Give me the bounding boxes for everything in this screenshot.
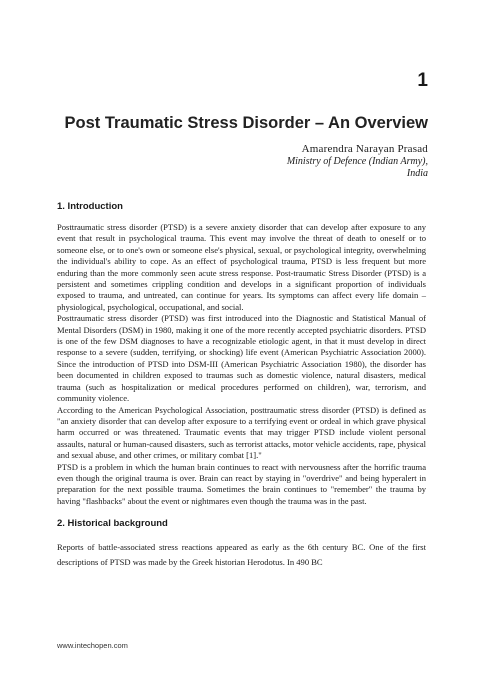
- author-name: Amarendra Narayan Prasad: [301, 143, 428, 155]
- author-affiliation: Ministry of Defence (Indian Army),: [286, 155, 428, 167]
- intro-paragraph-3: According to the American Psychological Association, posttraumatic stress disorder (PTSD) is defined as "an anxiety disorder that can develop after exposure to a terrifying event or ordeal in which grave physical harm occurred or was threatened. Traumatic events that may trigger PTSD include violent personal assaults, natural or human-caused disasters, such as terrorist attacks, motor vehicle accidents, rape, physical and sexual abuse, and other crimes, or military combat [1].": [57, 404, 426, 461]
- chapter-number: 1: [417, 70, 428, 91]
- footer-url: www.intechopen.com: [57, 641, 128, 650]
- intro-paragraph-4: PTSD is a problem in which the human brain continues to react with nervousness after the horrific trauma even though the original trauma is over. Brain can react by staying in "overdrive" and being hyperalert in preparation for the next possible trauma. Sometimes the brain continues to "remember" the trauma by having "flashbacks" about the event or nightmares even though the trauma was in the past.: [57, 461, 426, 506]
- intro-paragraph-2: Posttraumatic stress disorder (PTSD) was first introduced into the Diagnostic and Statistical Manual of Mental Disorders (DSM) in 1980, making it one of the more recently accepted psychiatric disorders. PTSD is one of the few DSM diagnoses to have a recognizable etiologic agent, in that it must develop in direct response to a severe (sudden, terrifying, or shocking) life event (American Psychiatric Association 2000). Since the introduction of PTSD into DSM-III (American Psychiatric Association 1980), the disorder has been documented in children exposed to traumas such as domestic violence, natural disasters, medical trauma (such as hospitalization or medical procedures performed on children), war, terrorism, and community violence.: [57, 313, 426, 404]
- section-heading-introduction: 1. Introduction: [57, 201, 123, 212]
- intro-paragraph-1: Posttraumatic stress disorder (PTSD) is a severe anxiety disorder that can develop after exposure to any event that result in psychological trauma. This event may involve the threat of death to oneself or to someone else, or to one's own or someone else's physical, sexual, or psychological integrity, overwhelming the individual's ability to cope. As an effect of psychological trauma, PTSD is less frequent but more enduring than the more commonly seen acute stress response. Post-traumatic Stress Disorder (PTSD) is a persistent and sometimes crippling condition and develops in a significant proportion of individuals exposed to trauma, and untreated, can continue for years. Its symptoms can affect every life domain – physiological, psychological, occupational, and social.: [57, 222, 426, 312]
- section-heading-historical-background: 2. Historical background: [57, 518, 168, 530]
- chapter-title: Post Traumatic Stress Disorder – An Overview: [64, 114, 428, 132]
- author-block: [287, 143, 428, 181]
- chapter-body: [57, 201, 426, 569]
- history-paragraph-1: Reports of battle-associated stress reactions appeared as early as the 6th century BC. One of the first descriptions of PTSD was made by the Greek historian Herodotus. In 490 BC: [57, 542, 426, 567]
- author-country: India: [406, 168, 428, 179]
